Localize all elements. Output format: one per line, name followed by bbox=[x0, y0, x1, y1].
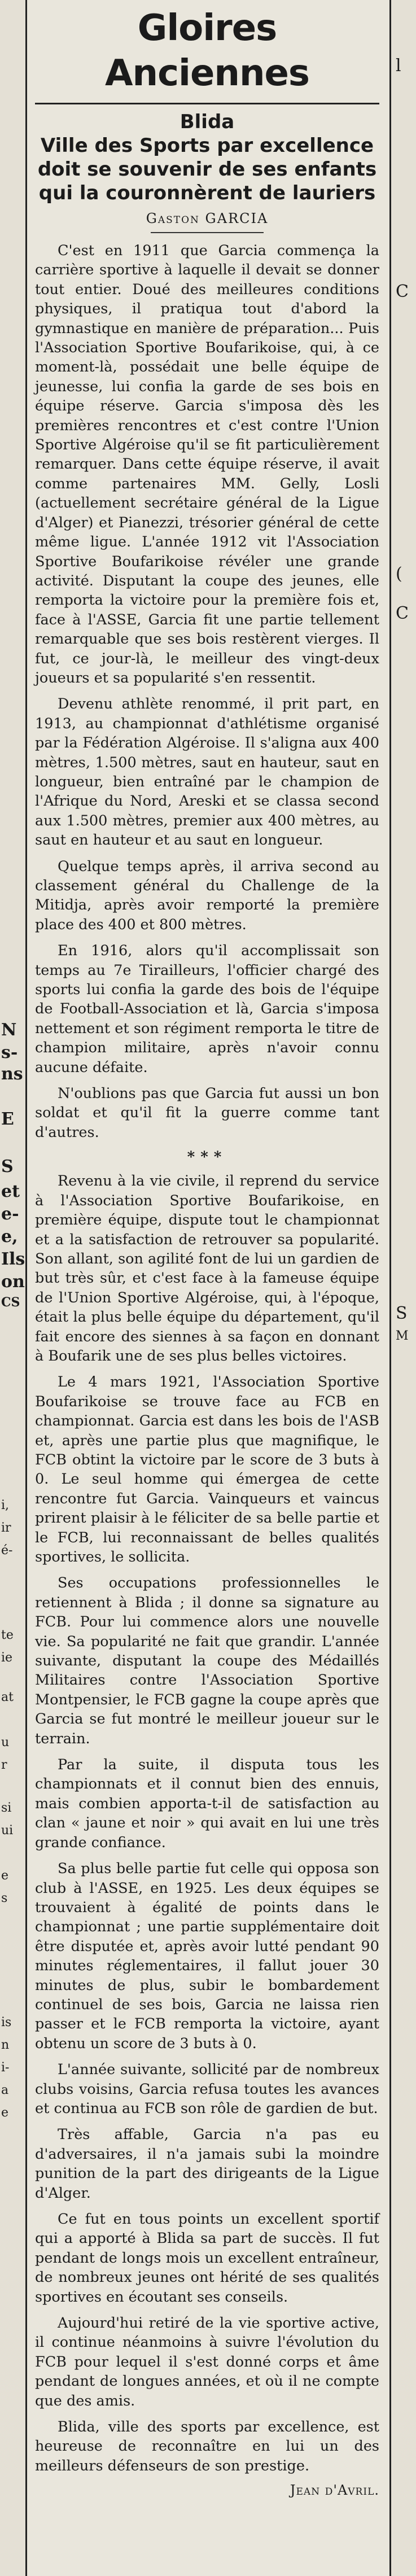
right-adjacent-column bbox=[389, 0, 416, 2576]
subhead-line: doit se souvenir de ses enfants bbox=[37, 158, 377, 181]
margin-fragment: s bbox=[1, 1891, 8, 1905]
section-separator: *** bbox=[187, 1149, 227, 1166]
margin-fragment: s- bbox=[1, 1043, 18, 1062]
margin-fragment: ie bbox=[1, 1651, 13, 1665]
paragraph: Par la suite, il disputa tous les championnats et il connut bien des ennuis, mais combien apporta-t-il de satisfaction au clan « jaune et noir » qui avait en lui une très grande confiance. bbox=[35, 1756, 379, 1851]
byline: Gaston GARCIA bbox=[146, 211, 269, 226]
headline: Gloires Anciennes bbox=[105, 7, 309, 94]
margin-fragment: a bbox=[1, 2083, 9, 2097]
margin-fragment: Ils bbox=[1, 1249, 25, 1269]
subhead-line: Blida bbox=[179, 111, 235, 133]
margin-fragment: C bbox=[396, 282, 409, 301]
margin-fragment: S bbox=[1, 1157, 14, 1177]
margin-fragment: et bbox=[1, 1182, 20, 1201]
paragraph: Sa plus belle partie fut celle qui opposa son club à l'ASSE, en 1925. Les deux équipes se trouvaient à égalité de points dans le championnat ; une partie supplémentaire doit être disputée et, après avoir lutté pendant 90 minutes réglementaires, il fallut jouer 30 minutes de plus, subir le bombardement continuel de ses bois, Garcia ne laissa rien passer et le FCB remporta la victoire, ayant obtenu un score de 3 buts à 0. bbox=[35, 1860, 379, 2052]
margin-fragment: ui bbox=[1, 1823, 14, 1838]
margin-fragment: l bbox=[396, 56, 401, 76]
paragraph: Blida, ville des sports par excellence, est heureuse de reconnaître en lui un des meilleurs défenseurs de son prestige. bbox=[35, 2418, 379, 2474]
paragraph: Quelque temps après, il arriva second au classement général du Challenge de la Mitidja, après avoir remporté la première place des 400 et 800 mètres. bbox=[35, 858, 379, 933]
paragraph: L'année suivante, sollicité par de nombreux clubs voisins, Garcia refusa toutes les avances et continua au FCB son rôle de gardien de but. bbox=[35, 2061, 379, 2117]
paragraph: C'est en 1911 que Garcia commença la carrière sportive à laquelle il devait se donner tout entier. Doué des meilleures conditions physiques, il pratiqua tout d'abord la gymnastique en manière de préparation... Puis l'Association Sportive Boufarikoise, qui, à ce moment-là, possédait une belle équipe de jeunesse, lui confia la garde de ses bois en équipe réserve. Garcia s'imposa dès les premières rencontres et c'est contre l'Union Sportive Algéroise qu'il se fit particulièrement remarquer. Dans cette équipe réserve, il avait comme partenaires MM. Gelly, Losli (actuellement secrétaire général de la Ligue d'Alger) et Pianezzi, trésorier général de cette même ligue. L'année 1912 vit l'Association Sportive Boufarikoise révéler une grande activité. Disputant la coupe des jeunes, elle remporta la victoire pour la première fois et, face à l'ASSE, Garcia fit une partie tellement remarquable que ses bois restèrent vierges. Il fut, ce jour-là, le meilleur des vingt-deux joueurs et sa popularité s'en ressentit. bbox=[35, 242, 379, 686]
margin-fragment: e- bbox=[1, 1204, 19, 1224]
margin-fragment: C bbox=[396, 603, 409, 623]
left-adjacent-column bbox=[0, 0, 27, 2576]
margin-fragment: M bbox=[396, 1329, 409, 1343]
margin-fragment: ( bbox=[396, 564, 402, 584]
author-signature: Jean d'Avril. bbox=[290, 2482, 379, 2499]
subhead-line: qui la couronnèrent de lauriers bbox=[38, 182, 376, 204]
margin-fragment: S bbox=[396, 1304, 408, 1323]
paragraph: En 1916, alors qu'il accomplissait son temps au 7e Tirailleurs, l'officier chargé des sports lui confia la garde des bois de l'équipe de Football-Association et là, Garcia s'imposa nettement et son régiment remporta le titre de champion militaire, après n'avoir connu aucune défaite. bbox=[35, 942, 379, 1076]
margin-fragment: e, bbox=[1, 1227, 18, 1247]
margin-fragment: i, bbox=[1, 1498, 10, 1512]
paragraph: Très affable, Garcia n'a pas eu d'adversaires, il n'a jamais subi la moindre punition de la part des dirigeants de la Ligue d'Alger. bbox=[35, 2126, 379, 2202]
margin-fragment: on bbox=[1, 1272, 25, 1292]
margin-fragment: at bbox=[1, 1690, 14, 1704]
margin-fragment: é- bbox=[1, 1543, 13, 1558]
margin-fragment: E bbox=[1, 1109, 14, 1129]
margin-fragment: r bbox=[1, 1758, 7, 1772]
paragraph: Ce fut en tous points un excellent sportif qui a apporté à Blida sa part de succès. Il fut pendant de longs mois un excellent entraîneur, de nombreux jeunes ont hérité de ses qualités sportives en écoutant ses conseils. bbox=[35, 2211, 379, 2306]
article bbox=[35, 0, 379, 2498]
margin-fragment: N bbox=[1, 1020, 17, 1040]
paragraph: Aujourd'hui retiré de la vie sportive active, il continue néanmoins à suivre l'évolution du FCB pour lequel il s'est donné corps et âme pendant de longues années, et où il ne compte que des amis. bbox=[35, 2315, 379, 2409]
headline-rule bbox=[35, 103, 379, 104]
paragraph: Revenu à la vie civile, il reprend du service à l'Association Sportive Boufarikoise, en première équipe, dispute tout le championnat et a la satisfaction de retrouver sa popularité. Son allant, son agilité font de lui un gardien de but très sûr, et c'est face à la fameuse équipe de l'Union Sportive Algéroise, qui, à l'époque, était la plus belle équipe du département, qu'il fait encore des siennes à sa façon en donnant à Boufarik une de ses plus belles victoires. bbox=[35, 1173, 379, 1364]
subhead-line: Ville des Sports par excellence bbox=[40, 134, 374, 157]
margin-fragment: n bbox=[1, 2038, 10, 2052]
margin-fragment: ir bbox=[1, 1521, 11, 1535]
margin-fragment: ns bbox=[1, 1064, 23, 1084]
byline-rule bbox=[151, 232, 264, 233]
margin-fragment: i- bbox=[1, 2061, 10, 2075]
paragraph: Ses occupations professionnelles le retiennent à Blida ; il donne sa signature au FCB. Pour lui commence alors une nouvelle vie. Sa popularité ne fait que grandir. L'année suivante, disputant la coupe des Médaillés Militaires contre l'Association Sportive Montpensier, le FCB gagne la coupe après que Garcia se fut montré le meilleur joueur sur le terrain. bbox=[35, 1575, 379, 1747]
subheadline bbox=[35, 110, 379, 205]
margin-fragment: CS bbox=[1, 1295, 20, 1310]
margin-fragment: e bbox=[1, 2106, 9, 2120]
margin-fragment: is bbox=[1, 2015, 12, 2030]
paragraph: N'oublions pas que Garcia fut aussi un bon soldat et qu'il fit la guerre comme tant d'autres. bbox=[35, 1085, 379, 1141]
paragraph: Le 4 mars 1921, l'Association Sportive Boufarikoise se trouve face au FCB en championnat. Garcia est dans les bois de l'ASB et, après une partie plus que magnifique, le FCB obtint la victoire par le score de 3 buts à 0. Le seul homme qui émergea de cette rencontre fut Garcia. Vainqueurs et vaincus prirent plaisir à le féliciter de sa belle partie et le FCB, lui reconnaissant de belles qualités sportives, le sollicita. bbox=[35, 1374, 379, 1565]
margin-fragment: e bbox=[1, 1869, 9, 1883]
margin-fragment: te bbox=[1, 1628, 14, 1642]
paragraph: Devenu athlète renommé, il prit part, en 1913, au championnat d'athlétisme organisé par la Fédération Algéroise. Il s'aligna aux 400 mètres, 1.500 mètres, saut en hauteur, saut en longueur, bien entraîné par le champion de l'Afrique du Nord, Areski et se classa second aux 1.500 mètres, premier aux 400 mètres, au saut en hauteur et au saut en longueur. bbox=[35, 696, 379, 849]
margin-fragment: si bbox=[1, 1801, 12, 1815]
margin-fragment: u bbox=[1, 1735, 10, 1750]
